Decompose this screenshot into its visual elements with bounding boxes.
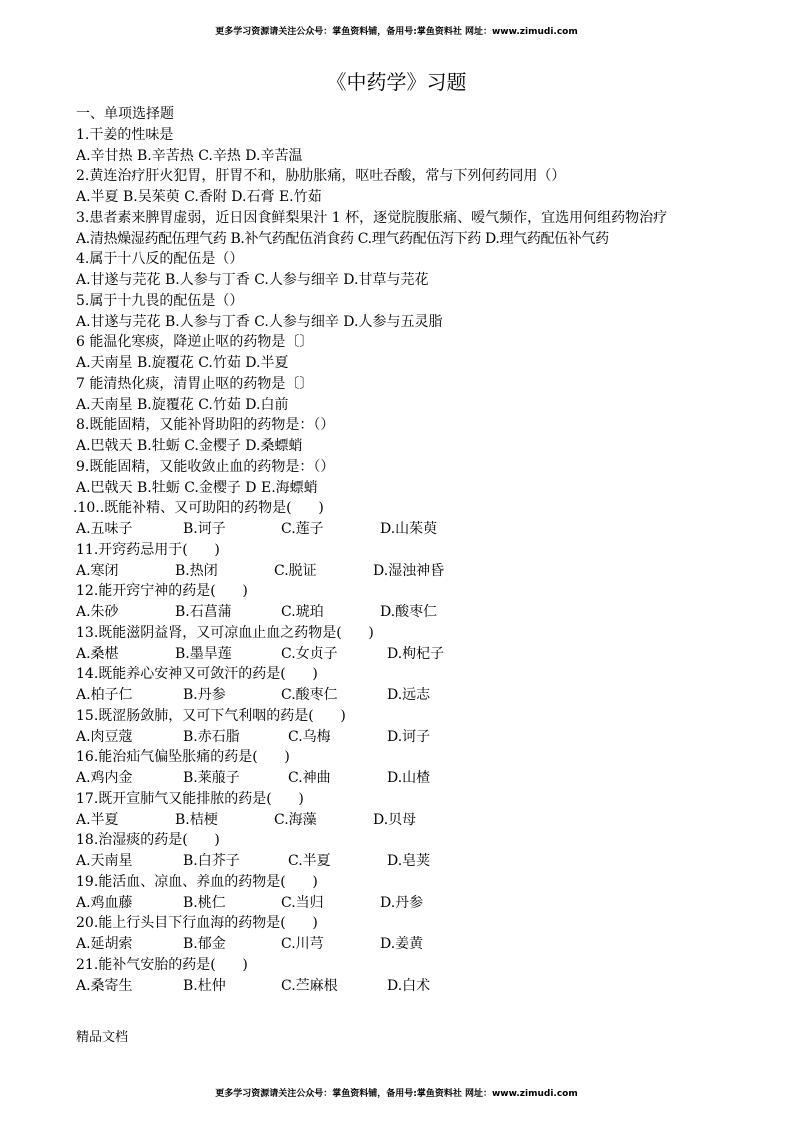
option-b: B.热闭 [175, 562, 218, 579]
question-21: 21.能补气安胎的药是( ) [76, 956, 248, 973]
question-15: 15.既涩肠敛肺，又可下气利咽的药是( ) [76, 707, 346, 724]
option-a: A.肉豆蔻 [76, 728, 133, 745]
option-d: D.皂荚 [387, 853, 431, 869]
question-15-options [76, 727, 726, 748]
option-c: C.乌梅 [288, 728, 331, 745]
question-list [73, 104, 726, 996]
option-a: A.鸡血藤 [76, 894, 133, 911]
option-d: D.丹参 [380, 894, 424, 911]
question-14: 14.既能养心安神又可敛汗的药是( ) [76, 666, 318, 683]
option-b: B.石菖蒲 [175, 604, 232, 620]
option-c: C.琥珀 [281, 604, 324, 620]
question-12: 12.能开窍宁神的药是( ) [76, 583, 248, 600]
option-a: A.天南星 [76, 853, 133, 869]
option-c: C.苎麻根 [281, 977, 338, 994]
option-b: B.赤石脂 [183, 728, 240, 745]
question-19-options [76, 893, 726, 914]
option-b: B.丹参 [183, 687, 226, 703]
option-d: D.姜黄 [380, 936, 424, 952]
question-9: 9.既能固精，又能收敛止血的药物是：（） [76, 458, 335, 475]
question-4-options: A.甘遂与芫花 B.人参与丁香 C.人参与细辛 D.甘草与芫花 [76, 272, 429, 288]
question-3-options: A.清热燥湿药配伍理气药 B.补气药配伍消食药 C.理气药配伍泻下药 D.理气药配伍补气药 [76, 230, 609, 247]
question-10: .10..既能补精、又可助阳的药物是( ) [73, 500, 324, 517]
section-heading: 一、单项选择题 [76, 106, 174, 122]
option-d: D.贝母 [373, 811, 417, 828]
question-1: 1.干姜的性味是 [76, 126, 174, 143]
question-5-options: A.甘遂与芫花 B.人参与丁香 C.人参与细辛 D.人参与五灵脂 [76, 313, 443, 330]
question-4: 4.属于十八反的配伍是（） [76, 251, 244, 268]
question-8: 8.既能固精，又能补肾助阳的药物是：（） [76, 417, 335, 434]
question-21-options [76, 976, 726, 997]
option-d: D.远志 [387, 687, 431, 703]
question-13-options [76, 644, 726, 665]
option-b: B.白芥子 [183, 853, 240, 869]
option-d: D.山楂 [387, 770, 431, 786]
option-c: C.脱证 [274, 562, 317, 579]
question-11: 11.开窍药忌用于( ) [76, 541, 220, 558]
question-12-options [76, 602, 726, 623]
option-c: C.女贞子 [281, 645, 338, 662]
option-d: D.湿浊神昏 [373, 562, 445, 579]
option-d: D.酸枣仁 [380, 604, 438, 620]
question-5: 5.属于十九畏的配伍是（） [76, 292, 244, 309]
option-c: C.川芎 [281, 936, 324, 952]
question-9-options: A.巴戟天 B.牡蛎 C.金樱子 D E.海螵蛸 [76, 479, 318, 496]
question-20-options [76, 934, 726, 955]
question-10-options [76, 519, 726, 540]
question-7-options: A.天南星 B.旋覆花 C.竹茹 D.白前 [76, 396, 289, 413]
option-a: A.五味子 [76, 521, 133, 537]
option-c: C.半夏 [288, 853, 331, 869]
footer-note: 精品文档 [76, 1030, 129, 1045]
question-17: 17.既开宣肺气又能排脓的药是( ) [76, 790, 304, 807]
option-b: B.桃仁 [183, 894, 226, 911]
question-16-options [76, 768, 726, 789]
question-18: 18.治湿痰的药是( ) [76, 832, 220, 849]
option-b: B.郁金 [183, 936, 226, 952]
option-a: A.半夏 [76, 811, 119, 828]
option-b: B.杜仲 [183, 977, 226, 994]
question-14-options [76, 685, 726, 706]
option-a: A.延胡索 [76, 936, 133, 952]
option-b: B.墨旱莲 [175, 645, 232, 662]
question-7: 7 能清热化痰，清胃止呕的药物是〔〕 [76, 375, 314, 392]
option-a: A.桑椹 [76, 645, 119, 662]
option-d: D.枸杞子 [387, 645, 445, 662]
question-6-options: A.天南星 B.旋覆花 C.竹茹 D.半夏 [76, 355, 289, 371]
option-b: B.诃子 [183, 521, 226, 537]
document-title: 《中药学》习题 [326, 70, 467, 94]
option-a: A.柏子仁 [76, 687, 133, 703]
question-18-options [76, 851, 726, 872]
question-8-options: A.巴戟天 B.牡蛎 C.金樱子 D.桑螵蛸 [76, 438, 303, 454]
question-2: 2.黄连治疗肝火犯胃，肝胃不和，胁肋胀痛，呕吐吞酸，常与下列何药同用（） [76, 168, 566, 185]
option-a: A.寒闭 [76, 562, 119, 579]
option-c: C.莲子 [281, 521, 324, 537]
question-16: 16.能治疝气偏坠胀痛的药是( ) [76, 749, 290, 766]
option-c: C.海藻 [274, 811, 317, 828]
option-a: A.桑寄生 [76, 977, 133, 994]
footer-banner: 更多学习资源请关注公众号：掌鱼资料铺，备用号:掌鱼资料社 网址：www.zimudi.com [215, 1089, 578, 1099]
header-banner: 更多学习资源请关注公众号：掌鱼资料铺，备用号:掌鱼资料社 网址：www.zimudi.com [215, 27, 578, 37]
option-a: A.鸡内金 [76, 770, 133, 786]
option-c: C.酸枣仁 [281, 687, 338, 703]
option-d: D.白术 [387, 977, 431, 994]
question-20: 20.能上行头目下行血海的药物是( ) [76, 915, 318, 932]
option-d: D.诃子 [387, 728, 431, 745]
option-b: B.桔梗 [175, 811, 218, 828]
option-a: A.朱砂 [76, 604, 119, 620]
question-17-options [76, 810, 726, 831]
question-11-options [76, 561, 726, 582]
option-c: C.当归 [281, 894, 324, 911]
question-19: 19.能活血、凉血、养血的药物是( ) [76, 873, 318, 890]
question-13: 13.既能滋阴益肾，又可凉血止血之药物是( ) [76, 624, 374, 641]
option-d: D.山茱萸 [380, 521, 438, 537]
question-1-options: A.辛甘热 B.辛苦热 C.辛热 D.辛苦温 [76, 147, 303, 164]
question-3: 3.患者素来脾胃虚弱，近日因食鲜梨果汁 1 杯，逐觉脘腹胀痛、嗳气频作，宜选用何组药物治疗 [76, 209, 668, 226]
question-2-options: A.半夏 B.吴茱萸 C.香附 D.石膏 E.竹茹 [76, 189, 322, 205]
option-b: B.莱菔子 [183, 770, 240, 786]
question-6: 6 能温化寒痰，降逆止呕的药物是〔〕 [76, 334, 314, 351]
option-c: C.神曲 [288, 770, 331, 786]
